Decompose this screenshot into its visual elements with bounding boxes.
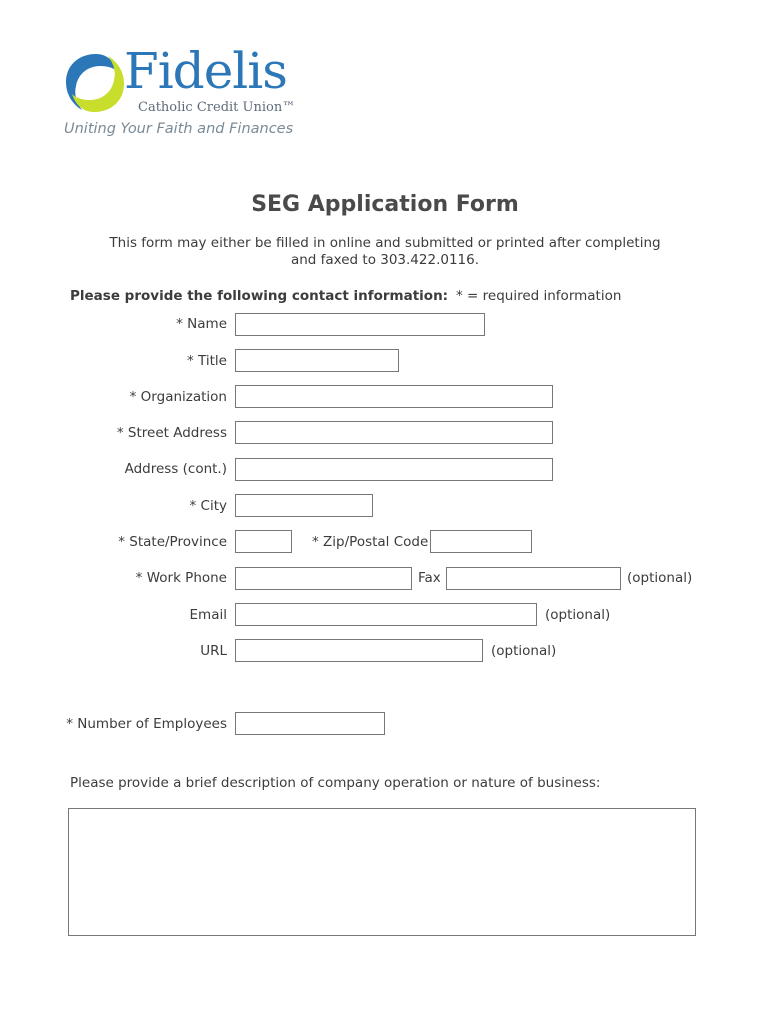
name-label: * Name: [176, 316, 227, 332]
fax-label: Fax: [418, 570, 441, 586]
url-label: URL: [200, 643, 227, 659]
work-phone-field[interactable]: [235, 567, 412, 590]
url-field[interactable]: [235, 639, 483, 662]
form-intro: This form may either be filled in online and submitted or printed after completing and faxed to 303.422.0116.: [109, 235, 661, 268]
description-textarea[interactable]: [68, 808, 696, 936]
state-label: * State/Province: [118, 534, 227, 550]
required-note: * = required information: [456, 288, 622, 304]
organization-label: * Organization: [129, 389, 227, 405]
zip-label: * Zip/Postal Code: [312, 534, 429, 550]
form-title: SEG Application Form: [251, 192, 519, 217]
email-field[interactable]: [235, 603, 537, 626]
name-field[interactable]: [235, 313, 485, 336]
logo-wordmark: Fidelis: [124, 42, 287, 100]
address-cont-field[interactable]: [235, 458, 553, 481]
email-optional-label: (optional): [545, 607, 611, 623]
zip-field[interactable]: [430, 530, 532, 553]
email-label: Email: [189, 607, 227, 623]
logo-subtitle: Catholic Credit Union™: [138, 100, 296, 115]
title-label: * Title: [187, 353, 227, 369]
title-field[interactable]: [235, 349, 399, 372]
state-field[interactable]: [235, 530, 292, 553]
description-prompt: Please provide a brief description of company operation or nature of business:: [70, 775, 601, 791]
address-cont-label: Address (cont.): [124, 461, 227, 477]
section-heading: Please provide the following contact information:: [70, 288, 449, 304]
city-field[interactable]: [235, 494, 373, 517]
fax-field[interactable]: [446, 567, 621, 590]
fidelis-logo-icon: [62, 50, 128, 116]
employees-label: * Number of Employees: [66, 716, 227, 732]
work-phone-label: * Work Phone: [135, 570, 227, 586]
city-label: * City: [189, 498, 227, 514]
street-address-label: * Street Address: [116, 425, 227, 441]
organization-field[interactable]: [235, 385, 553, 408]
fax-optional-label: (optional): [627, 570, 693, 586]
tagline: Uniting Your Faith and Finances: [64, 121, 294, 137]
employees-field[interactable]: [235, 712, 385, 735]
url-optional-label: (optional): [491, 643, 557, 659]
street-address-field[interactable]: [235, 421, 553, 444]
